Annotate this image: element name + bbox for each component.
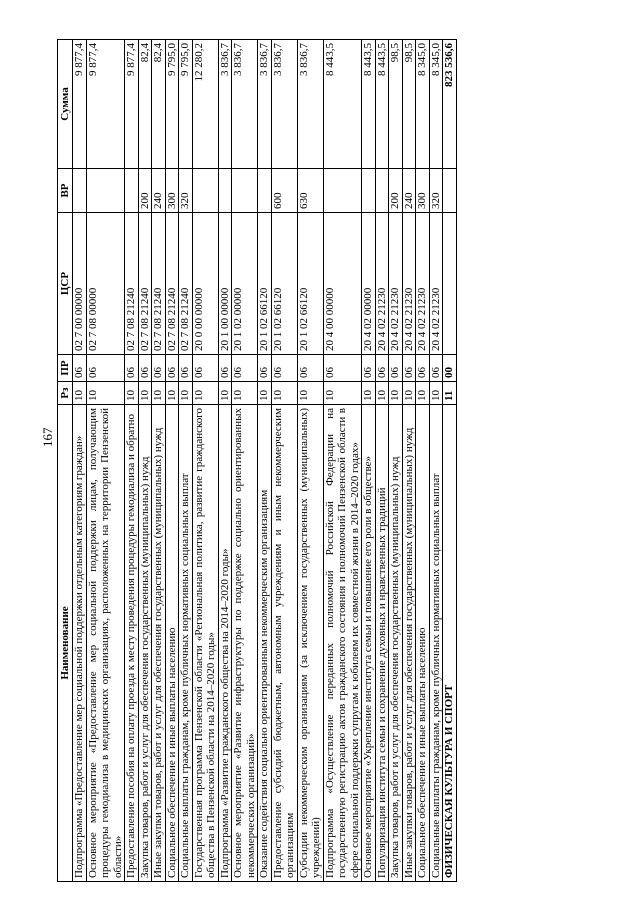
cell-sum: 8 443,5 [375,40,389,169]
cell-name: Оказание содействия социально ориентированным некоммерческим организациям [258,405,272,882]
table-row [271,40,297,882]
table-row [258,40,272,882]
cell-csr: 02 7 08 21240 [125,213,139,355]
cell-pr: 06 [402,355,416,382]
cell-sum: 98,5 [402,40,416,169]
cell-rz: 10 [165,382,179,405]
cell-vr [323,169,362,213]
cell-name: ФИЗИЧЕСКАЯ КУЛЬТУРА И СПОРТ [443,405,457,882]
cell-csr: 20 0 00 00000 [192,213,218,355]
cell-csr: 20 4 02 00000 [362,213,376,355]
cell-sum: 8 443,5 [362,40,376,169]
page-number: 167 [40,427,55,447]
table-row [297,40,323,882]
table-row [416,40,430,882]
cell-pr: 06 [192,355,218,382]
cell-rz: 10 [258,382,272,405]
cell-csr: 20 4 02 21230 [429,213,443,355]
cell-vr [443,169,457,213]
cell-pr: 06 [86,355,125,382]
cell-vr [125,169,139,213]
cell-rz: 10 [362,382,376,405]
cell-name: Подпрограмма «Осуществление переданных полномочий Российской Федерации на государственную регистрацию актов гражданского состояния и полномочий Пензенской области в сфере социальной поддержки супругам к юбилеям их совместной жизни в 2014–2020 годах» [323,405,362,882]
cell-csr: 02 7 08 00000 [86,213,125,355]
table-row [218,40,232,882]
cell-pr: 06 [138,355,152,382]
cell-rz: 10 [73,382,87,405]
cell-sum: 3 836,7 [232,40,258,169]
cell-vr: 200 [138,169,152,213]
cell-name: Популяризация института семьи и сохранение духовных и нравственных традиций [375,405,389,882]
cell-csr: 20 4 00 00000 [323,213,362,355]
cell-pr: 06 [218,355,232,382]
cell-sum: 3 836,7 [271,40,297,169]
header-pr: ПР [58,355,73,382]
cell-csr: 20 4 02 21230 [402,213,416,355]
cell-vr [232,169,258,213]
cell-name: Предоставление субсидий бюджетным, автономным учреждениям и иным некоммерческим организациям [271,405,297,882]
cell-csr: 20 1 02 66120 [258,213,272,355]
cell-rz: 10 [232,382,258,405]
header-csr: ЦСР [58,213,73,355]
cell-vr [86,169,125,213]
cell-vr: 320 [429,169,443,213]
cell-name: Социальные выплаты гражданам, кроме публичных нормативных социальных выплат [179,405,193,882]
cell-name: Основное мероприятие «Развитие инфраструктуры по поддержке социально ориентированных некоммерческих организаций» [232,405,258,882]
cell-sum: 12 280,2 [192,40,218,169]
cell-rz: 10 [192,382,218,405]
cell-pr: 06 [323,355,362,382]
cell-sum: 3 836,7 [297,40,323,169]
cell-name: Субсидии некоммерческим организациям (за исключением государственных (муниципальных) учреждений) [297,405,323,882]
cell-name: Иные закупки товаров, работ и услуг для обеспечения государственных (муниципальных) нужд [152,405,166,882]
cell-csr: 20 1 02 00000 [232,213,258,355]
cell-sum: 9 795,0 [179,40,193,169]
table-row [86,40,125,882]
cell-name: Закупка товаров, работ и услуг для обеспечения государственных (муниципальных) нужд [389,405,403,882]
cell-sum: 8 443,5 [323,40,362,169]
cell-csr: 02 7 08 21240 [165,213,179,355]
cell-pr: 06 [297,355,323,382]
cell-name: Предоставление пособия на оплату проезда к месту проведения процедуры гемодиализа и обратно [125,405,139,882]
table-row [125,40,139,882]
table-row [402,40,416,882]
cell-csr: 02 7 08 21240 [138,213,152,355]
cell-pr: 06 [416,355,430,382]
cell-vr: 630 [297,169,323,213]
cell-csr: 20 4 02 21230 [389,213,403,355]
cell-csr: 20 1 02 66120 [297,213,323,355]
cell-pr: 06 [165,355,179,382]
cell-name: Основное мероприятие «Предоставление мер социальной поддержки лицам, получающим процедуры гемодиализа в медицинских организациях, расположенных на территории Пензенской области» [86,405,125,882]
cell-name: Иные закупки товаров, работ и услуг для обеспечения государственных (муниципальных) нужд [402,405,416,882]
cell-rz: 10 [389,382,403,405]
header-name: Наименование [58,405,73,882]
table-row [232,40,258,882]
cell-pr: 06 [125,355,139,382]
cell-csr: 02 7 08 21240 [179,213,193,355]
cell-name: Закупка товаров, работ и услуг для обеспечения государственных (муниципальных) нужд [138,405,152,882]
cell-vr [375,169,389,213]
cell-rz: 10 [86,382,125,405]
cell-sum: 3 836,7 [258,40,272,169]
table-row [389,40,403,882]
cell-pr: 06 [362,355,376,382]
cell-csr: 20 4 02 21230 [416,213,430,355]
cell-sum: 98,5 [389,40,403,169]
cell-name: Государственная программа Пензенской области «Региональная политика, развитие гражданского общества в Пензенской области на 2014–2020 годы» [192,405,218,882]
cell-rz: 10 [429,382,443,405]
cell-name: Социальные выплаты гражданам, кроме публичных нормативных социальных выплат [429,405,443,882]
header-row [58,40,73,882]
cell-sum: 823 536,6 [443,40,457,169]
cell-name: Подпрограмма «Предоставление мер социальной поддержки отдельным категориям граждан» [73,405,87,882]
cell-vr: 300 [416,169,430,213]
cell-csr: 20 4 02 21230 [375,213,389,355]
cell-vr: 240 [402,169,416,213]
cell-vr: 320 [179,169,193,213]
cell-pr: 06 [73,355,87,382]
cell-pr: 06 [152,355,166,382]
cell-pr: 06 [375,355,389,382]
cell-rz: 10 [179,382,193,405]
cell-vr [218,169,232,213]
cell-vr: 200 [389,169,403,213]
cell-sum: 9 877,4 [86,40,125,169]
header-vr: ВР [58,169,73,213]
cell-rz: 10 [152,382,166,405]
cell-pr: 00 [443,355,457,382]
cell-vr [73,169,87,213]
cell-csr: 02 7 08 21240 [152,213,166,355]
cell-csr: 02 7 00 00000 [73,213,87,355]
table-row [429,40,443,882]
table-header [58,40,73,882]
cell-sum: 3 836,7 [218,40,232,169]
cell-rz: 10 [416,382,430,405]
table-row [138,40,152,882]
table-row [362,40,376,882]
header-rz: Рз [58,382,73,405]
table-row [443,40,457,882]
cell-pr: 06 [179,355,193,382]
cell-pr: 06 [232,355,258,382]
table-row [73,40,87,882]
header-sum: Сумма [58,40,73,169]
cell-vr [258,169,272,213]
cell-pr: 06 [389,355,403,382]
cell-rz: 10 [218,382,232,405]
cell-rz: 10 [402,382,416,405]
cell-vr: 240 [152,169,166,213]
table-row [179,40,193,882]
table-body [73,40,457,882]
cell-name: Социальное обеспечение и иные выплаты населению [165,405,179,882]
cell-csr: 20 1 00 00000 [218,213,232,355]
cell-pr: 06 [258,355,272,382]
cell-pr: 06 [429,355,443,382]
cell-pr: 06 [271,355,297,382]
table-row [375,40,389,882]
cell-rz: 10 [297,382,323,405]
cell-sum: 9 877,4 [125,40,139,169]
cell-sum: 8 345,0 [416,40,430,169]
cell-rz: 10 [271,382,297,405]
cell-name: Основное мероприятие «Укрепление института семьи и повышение его роли в обществе» [362,405,376,882]
table-row [152,40,166,882]
cell-name: Социальное обеспечение и иные выплаты населению [416,405,430,882]
cell-rz: 10 [125,382,139,405]
rotated-budget-table-page [57,40,599,882]
cell-sum: 9 795,0 [165,40,179,169]
budget-table [57,39,457,882]
cell-sum: 82,4 [152,40,166,169]
cell-csr [443,213,457,355]
cell-sum: 9 877,4 [73,40,87,169]
table-row [165,40,179,882]
cell-vr [192,169,218,213]
cell-name: Подпрограмма «Развитие гражданского общества на 2014–2020 годы» [218,405,232,882]
cell-vr: 300 [165,169,179,213]
cell-rz: 10 [323,382,362,405]
table-row [192,40,218,882]
table-row [323,40,362,882]
cell-vr [362,169,376,213]
cell-sum: 82,4 [138,40,152,169]
cell-rz: 11 [443,382,457,405]
cell-csr: 20 1 02 66120 [271,213,297,355]
cell-rz: 10 [138,382,152,405]
cell-rz: 10 [375,382,389,405]
cell-sum: 8 345,0 [429,40,443,169]
cell-vr: 600 [271,169,297,213]
